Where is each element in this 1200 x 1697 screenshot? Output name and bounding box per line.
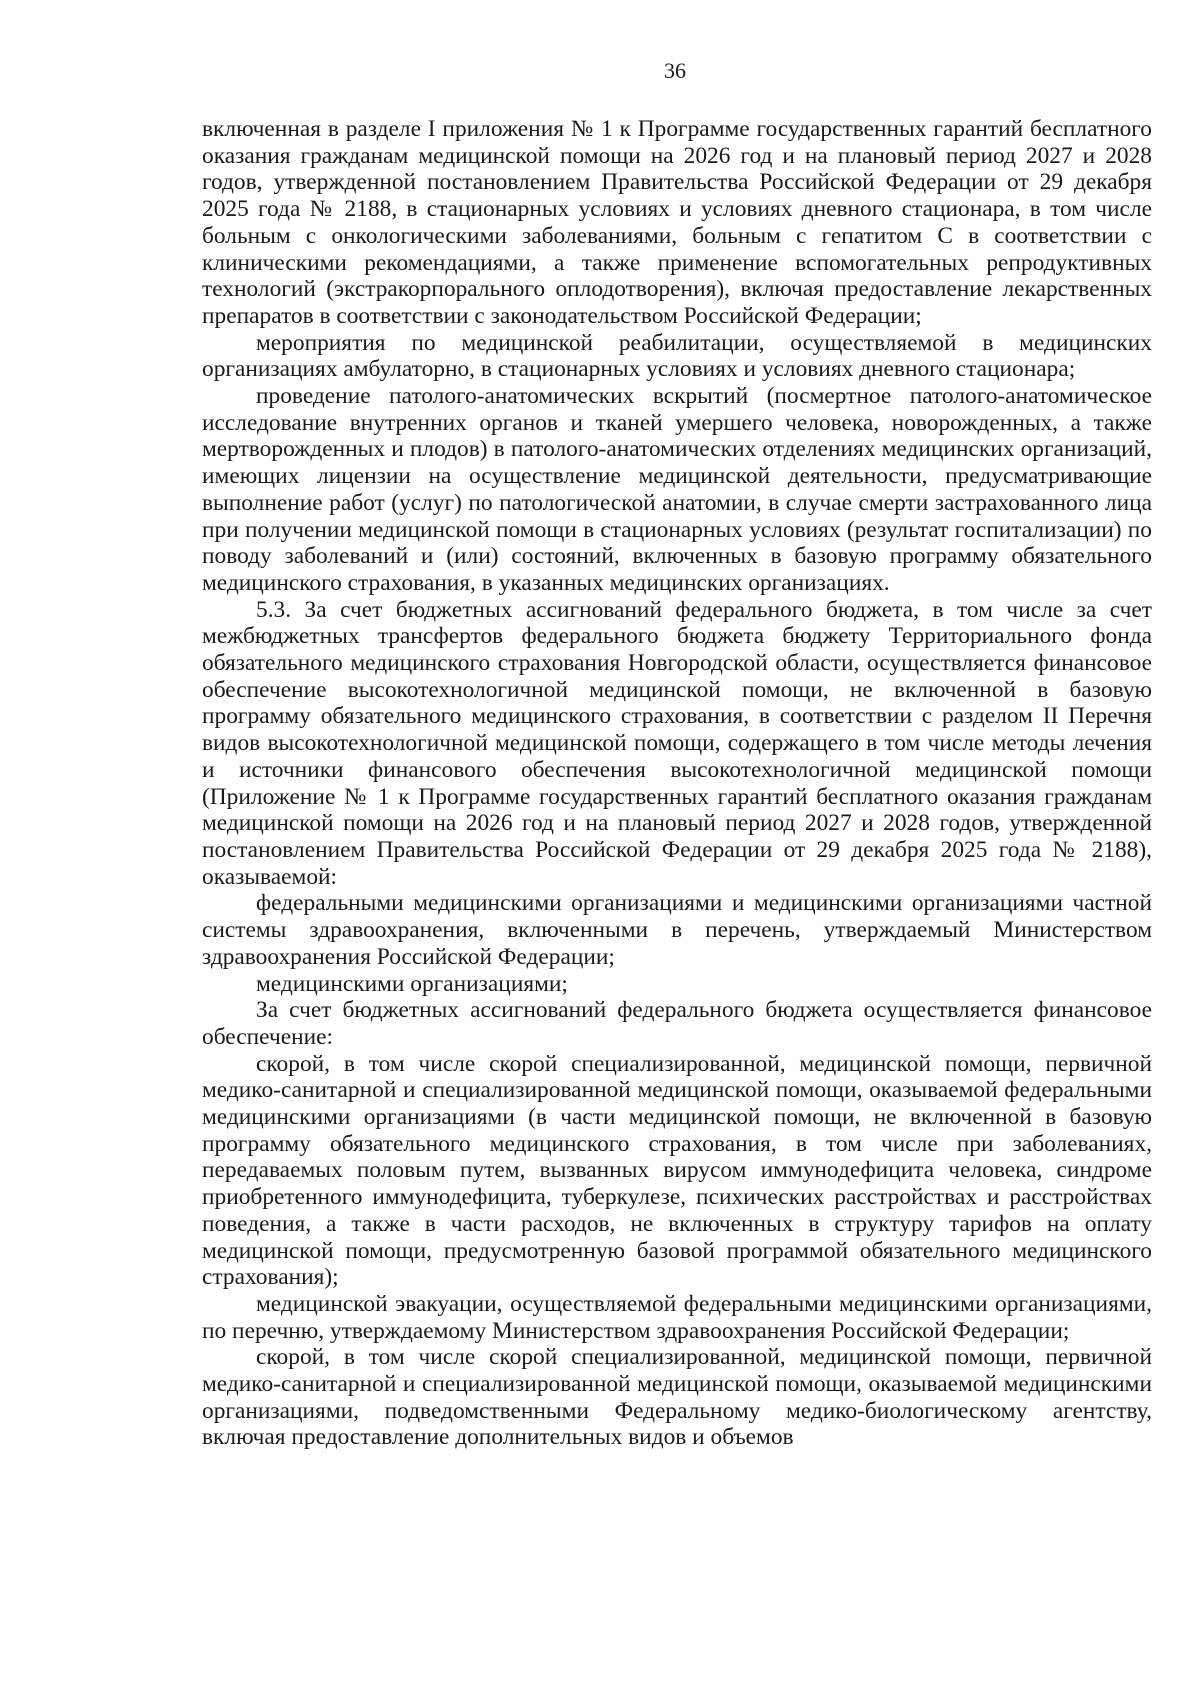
document-body	[202, 116, 1152, 1451]
paragraph-medical-organizations: медицинскими организациями;	[256, 970, 568, 997]
paragraph-federal-organizations: федеральными медицинскими организациями и медицинскими организациями частной системы здравоохранения, включенными в перечень, утверждаемый Министерством здравоохранения Российской Федерации;	[202, 890, 1152, 970]
page-number: 36	[664, 58, 686, 83]
paragraph-emergency-care: скорой, в том числе скорой специализированной, медицинской помощи, первичной медико-санитарной и специализированной медицинской помощи, оказываемой федеральными медицинскими организациями (в части медицинской помощи, не включенной в базовую программу обязательного медицинского страхования, в том числе при заболеваниях, передаваемых половым путем, вызванных вирусом иммунодефицита человека, синдроме приобретенного иммунодефицита, туберкулезе, психических расстройствах и расстройствах поведения, а также в части расходов, не включенных в структуру тарифов на оплату медицинской помощи, предусмотренную базовой программой обязательного медицинского страхования);	[202, 1050, 1152, 1291]
paragraph-continuation: включенная в разделе I приложения № 1 к Программе государственных гарантий бесплатного оказания гражданам медицинской помощи на 2026 год и на плановый период 2027 и 2028 годов, утвержденной постановлением Правительства Российской Федерации от 29 декабря 2025 года № 2188, в стационарных условиях и условиях дневного стационара, в том числе больным с онкологическими заболеваниями, больным с гепатитом С в соответствии с клиническими рекомендациями, а также применение вспомогательных репродуктивных технологий (экстракорпорального оплодотворения), включая предоставление лекарственных препаратов в соответствии с законодательством Российской Федерации;	[202, 116, 1152, 329]
paragraph-autopsies: проведение патолого-анатомических вскрытий (посмертное патолого-анатомическое исследование внутренних органов и тканей умершего человека, новорожденных, а также мертворожденных и плодов) в патолого-анатомических отделениях медицинских организаций, имеющих лицензии на осуществление медицинской деятельности, предусматривающие выполнение работ (услуг) по патологической анатомии, в случае смерти застрахованного лица при получении медицинской помощи в стационарных условиях (результат госпитализации) по поводу заболеваний и (или) состояний, включенных в базовую программу обязательного медицинского страхования, в указанных медицинских организациях.	[202, 383, 1152, 596]
paragraph-federal-budget-funding: За счет бюджетных ассигнований федерального бюджета осуществляется финансовое обеспечение:	[202, 997, 1152, 1050]
paragraph-section-5-3: 5.3. За счет бюджетных ассигнований федерального бюджета, в том числе за счет межбюджетных трансфертов федерального бюджета бюджету Территориального фонда обязательного медицинского страхования Новгородской области, осуществляется финансовое обеспечение высокотехнологичной медицинской помощи, не включенной в базовую программу обязательного медицинского страхования, в соответствии с разделом II Перечня видов высокотехнологичной медицинской помощи, содержащего в том числе методы лечения и источники финансового обеспечения высокотехнологичной медицинской помощи (Приложение № 1 к Программе государственных гарантий бесплатного оказания гражданам медицинской помощи на 2026 год и на плановый период 2027 и 2028 годов, утвержденной постановлением Правительства Российской Федерации от 29 декабря 2025 года № 2188), оказываемой:	[202, 596, 1152, 890]
paragraph-medical-rehabilitation: мероприятия по медицинской реабилитации, осуществляемой в медицинских организациях амбулаторно, в стационарных условиях и условиях дневного стационара;	[202, 329, 1152, 383]
paragraph-fmba-care: скорой, в том числе скорой специализированной, медицинской помощи, первичной медико-санитарной и специализированной медицинской помощи, оказываемой медицинскими организациями, подведомственными Федеральному медико-биологическому агентству, включая предоставление дополнительных видов и объемов	[202, 1344, 1152, 1451]
paragraph-medical-evacuation: медицинской эвакуации, осуществляемой федеральными медицинскими организациями, по перечню, утверждаемому Министерством здравоохранения Российской Федерации;	[202, 1290, 1152, 1344]
